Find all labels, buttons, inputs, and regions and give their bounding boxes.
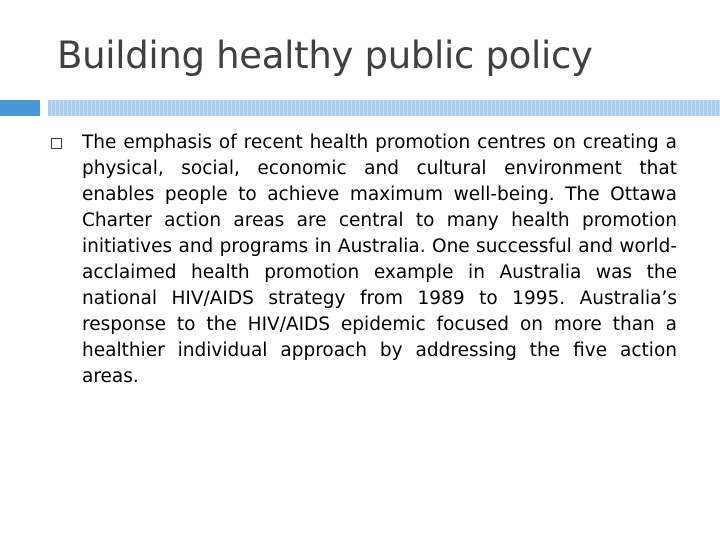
slide-title: Building healthy public policy xyxy=(57,34,593,77)
hollow-square-bullet-icon xyxy=(51,138,62,149)
bullet-paragraph: The emphasis of recent health promotion centres on creating a physical, social, economic and cultural environment that enables people to achieve maximum well-being. The Ottawa Charter action areas are central to many health promotion initiatives and programs in Australia. One successful and world-acclaimed health promotion example in Australia was the national HIV/AIDS strategy from 1989 to 1995. Australia’s response to the HIV/AIDS epidemic focused on more than a healthier individual approach by addressing the five action areas. xyxy=(82,132,677,387)
title-accent-bar xyxy=(48,100,720,116)
title-accent-block xyxy=(0,100,40,116)
